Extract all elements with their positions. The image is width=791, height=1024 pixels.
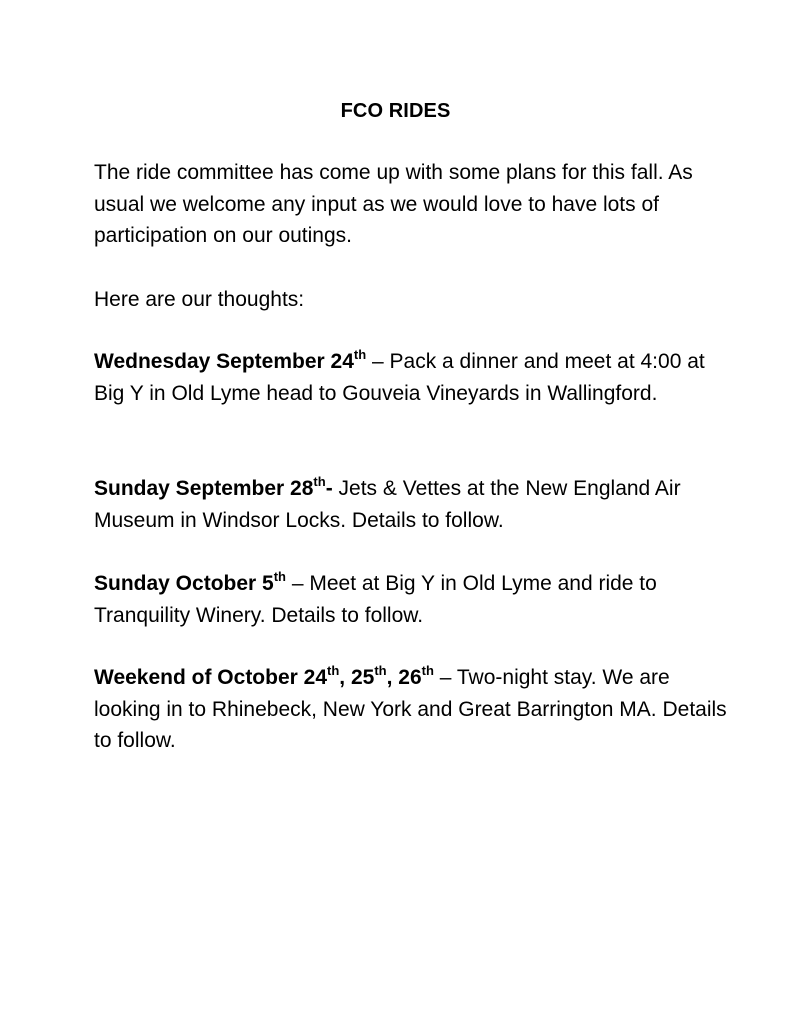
ride-description: – Two-night stay. We are looking in to Rhinebeck, New York and Great Barrington MA. Details to follow. <box>94 666 727 752</box>
ride-description: – Pack a dinner and meet at 4:00 at Big Y in Old Lyme head to Gouveia Vineyards in Wallingford. <box>94 350 705 405</box>
ride-item-sunday-oct-5 <box>94 568 734 631</box>
ride-date: Wednesday September 24th <box>94 347 367 373</box>
ride-date: Sunday October 5th <box>94 569 286 595</box>
ride-item-wednesday-sept-24 <box>94 346 734 409</box>
ride-item-sunday-sept-28 <box>94 473 734 536</box>
ride-description: Jets & Vettes at the New England Air Museum in Windsor Locks. Details to follow. <box>94 477 681 532</box>
thoughts-label: Here are our thoughts: <box>94 288 305 311</box>
ride-date: Sunday September 28th- <box>94 474 333 500</box>
ride-item-weekend-oct-24 <box>94 662 734 757</box>
page-title: FCO RIDES <box>340 100 451 122</box>
ride-description: – Meet at Big Y in Old Lyme and ride to Tranquility Winery. Details to follow. <box>94 572 657 627</box>
intro-paragraph: The ride committee has come up with some plans for this fall. As usual we welcome any input as we would love to have lots of participation on our outings. <box>94 161 693 247</box>
ride-date: Weekend of October 24th, 25th, 26th <box>94 663 434 689</box>
